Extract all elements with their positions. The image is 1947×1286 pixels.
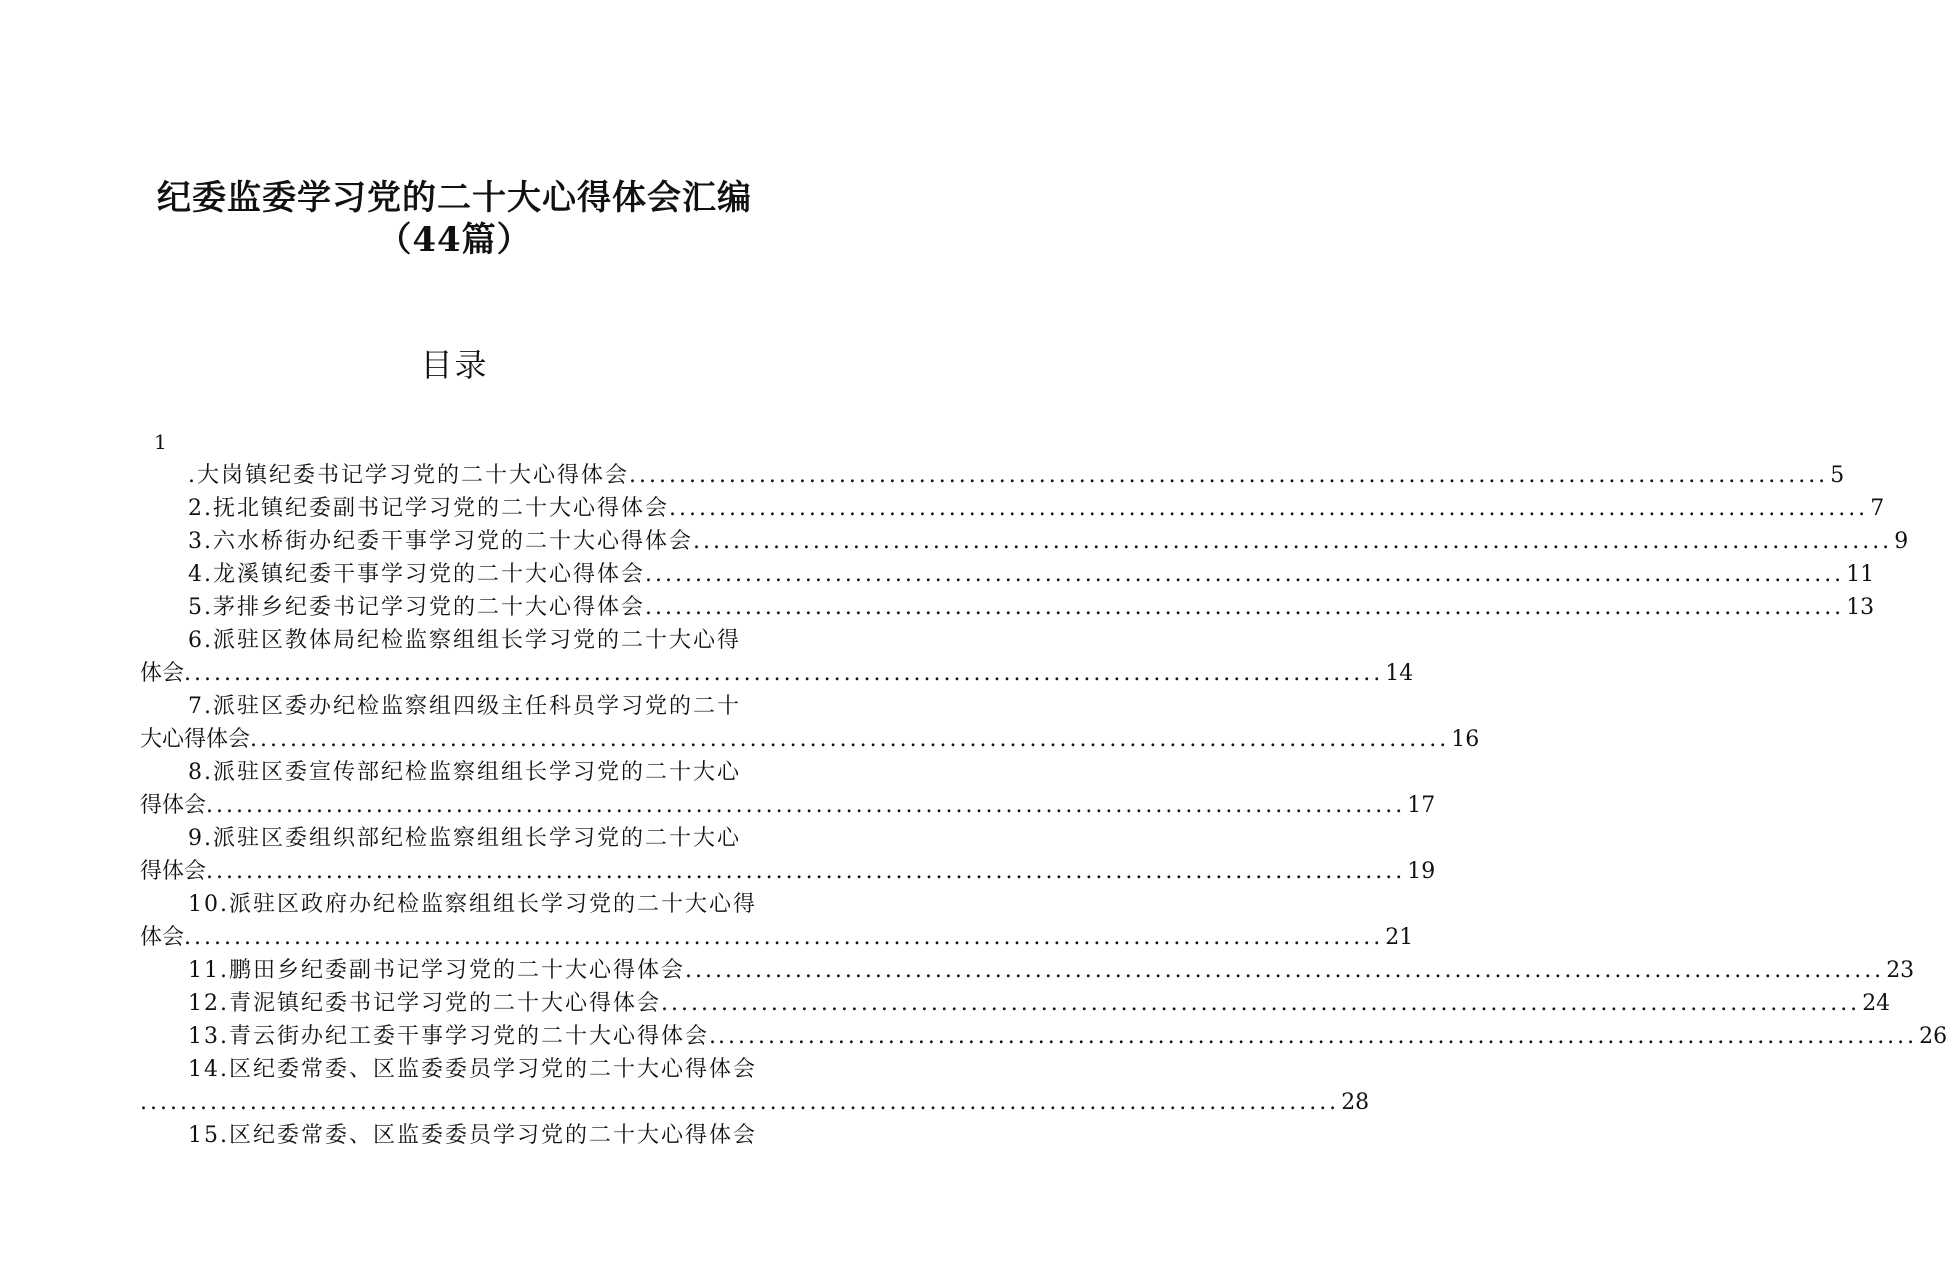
toc-entry[interactable]: 13.青云街办纪工委干事学习党的二十大心得体会. ........................................................................................................................ 26 <box>140 1020 770 1053</box>
leader-dots: ........................................................................................................................ <box>685 958 1885 983</box>
toc-page-number: 23 <box>1886 958 1915 983</box>
toc-entry-line1[interactable]: 6.派驻区教体局纪检监察组组长学习党的二十大心得 <box>188 628 741 653</box>
toc-page-number: 17 <box>1407 793 1436 818</box>
toc-entry-line2[interactable] <box>140 1086 1370 1119</box>
toc-page-number: 13 <box>1846 595 1875 620</box>
toc-page-number: 16 <box>1451 727 1480 752</box>
toc-page-number: 14 <box>1385 661 1414 686</box>
toc-page-number: 19 <box>1407 859 1436 884</box>
document-subtitle: （44篇） <box>377 220 532 260</box>
toc-entry[interactable]: 3.六水桥街办纪委干事学习党的二十大心得体会 ........................................................................................................................ 9 <box>140 525 770 558</box>
toc-entry[interactable]: 11.鹏田乡纪委副书记学习党的二十大心得体会 ........................................................................................................................ 23 <box>140 954 770 987</box>
toc-entry-line1[interactable]: 10.派驻区政府办纪检监察组组长学习党的二十大心得 <box>188 892 757 917</box>
toc-entry-line2[interactable]: 得体会 ........................................................................................................................ 17 <box>140 789 770 822</box>
toc-page-number: 9 <box>1894 529 1909 554</box>
toc-entry-line1[interactable]: 9.派驻区委组织部纪检监察组组长学习党的二十大心 <box>188 826 741 851</box>
leader-dots: ........................................................................................................................ <box>629 463 1829 488</box>
document-title: 纪委监委学习党的二十大心得体会汇编 <box>157 178 752 218</box>
leader-dots: ........................................................................................................................ <box>206 859 1406 884</box>
toc-page-number: 7 <box>1870 496 1885 521</box>
toc-entry[interactable]: 4.龙溪镇纪委干事学习党的二十大心得体会 ........................................................................................................................ 11 <box>140 558 770 591</box>
toc-entry-line2[interactable]: 体会 ........................................................................................................................ 21 <box>140 921 770 954</box>
toc-lone-number: 1 <box>154 430 167 454</box>
leader-dots: ........................................................................................................................ <box>184 661 1384 686</box>
toc-page-number: 21 <box>1385 925 1414 950</box>
leader-dots: ........................................................................................................................ <box>645 562 1845 587</box>
toc-entry-line2[interactable]: 体会 ........................................................................................................................ 14 <box>140 657 770 690</box>
toc-entry[interactable]: 2.抚北镇纪委副书记学习党的二十大心得体会 ........................................................................................................................ 7 <box>140 492 770 525</box>
leader-dots: ........................................................................................................................ <box>184 925 1384 950</box>
leader-dots: ........................................................................................................................ <box>669 496 1869 521</box>
leader-dots: ........................................................................................................................ <box>661 991 1861 1016</box>
toc-page-number: 28 <box>1341 1090 1370 1115</box>
toc-page-number: 24 <box>1862 991 1891 1016</box>
toc-entry-line2[interactable]: 得体会 ........................................................................................................................ 19 <box>140 855 770 888</box>
leader-dots: ........................................................................................................................ <box>250 727 1450 752</box>
table-of-contents <box>140 426 1947 1152</box>
toc-entry-line2[interactable]: 大心得体会 ........................................................................................................................ 16 <box>140 723 770 756</box>
leader-dots: ........................................................................................................................ <box>693 529 1893 554</box>
toc-page-number: 26 <box>1919 1024 1947 1049</box>
toc-entry[interactable]: 15.区纪委常委、区监委委员学习党的二十大心得体会 <box>188 1123 757 1148</box>
toc-heading: 目录 <box>420 346 489 384</box>
toc-page-number: 5 <box>1830 463 1845 488</box>
toc-entry-line1[interactable]: 14.区纪委常委、区监委委员学习党的二十大心得体会 <box>188 1057 757 1082</box>
toc-page-number: 11 <box>1846 562 1875 587</box>
toc-entry[interactable]: .大岗镇纪委书记学习党的二十大心得体会 ........................................................................................................................ 5 <box>140 459 770 492</box>
leader-dots: ........................................................................................................................ <box>206 793 1406 818</box>
toc-entry[interactable]: 12.青泥镇纪委书记学习党的二十大心得体会 ........................................................................................................................ 24 <box>140 987 770 1020</box>
toc-entry[interactable]: 5.茅排乡纪委书记学习党的二十大心得体会 ........................................................................................................................ 13 <box>140 591 770 624</box>
toc-entry-line1[interactable]: 7.派驻区委办纪检监察组四级主任科员学习党的二十 <box>188 694 741 719</box>
leader-dots: ........................................................................................................................ <box>717 1024 1918 1049</box>
leader-dots: ........................................................................................................................ <box>140 1090 1340 1115</box>
leader-dots: ........................................................................................................................ <box>645 595 1845 620</box>
toc-entry-line1[interactable]: 8.派驻区委宣传部纪检监察组组长学习党的二十大心 <box>188 760 741 785</box>
